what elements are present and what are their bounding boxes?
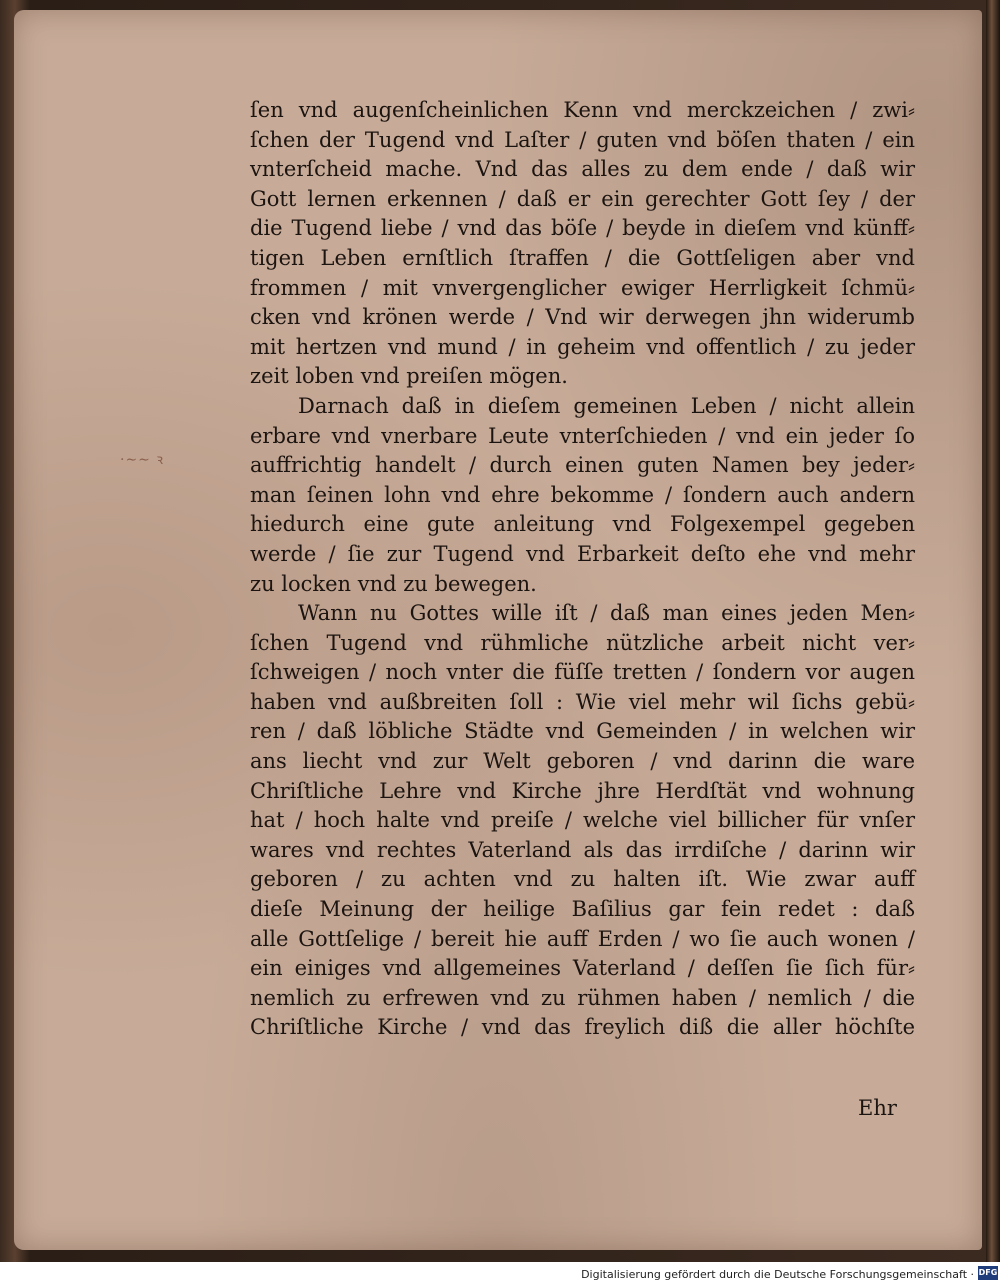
text-line: hiedurch eine gute anleitung vnd Folgexempel gegeben [250, 512, 915, 537]
text-line: dieſe Meinung der heilige Baſilius gar fein redet : daß [250, 897, 915, 922]
text-line: ſchweigen / noch vnter die füſſe tretten / ſondern vor augen [250, 660, 915, 685]
text-line: mit hertzen vnd mund / in geheim vnd offentlich / zu jeder [250, 334, 915, 359]
text-line: geboren / zu achten vnd zu halten iſt. Wie zwar auff [250, 867, 915, 892]
text-line: Wann nu Gottes wille iſt / daß man eines jeden Men⸗ [298, 601, 915, 626]
text-line: frommen / mit vnvergenglicher ewiger Herrligkeit ſchmü⸗ [250, 275, 915, 300]
text-line: auffrichtig handelt / durch einen guten Namen bey jeder⸗ [250, 453, 915, 478]
text-line: Gott lernen erkennen / daß er ein gerechter Gott ſey / der [250, 186, 915, 211]
text-line: ren / daß löbliche Städte vnd Gemeinden / in welchen wir [250, 719, 915, 744]
text-line: tigen Leben ernſtlich ſtraffen / die Gottſeligen aber vnd [250, 245, 915, 270]
text-line: wares vnd rechtes Vaterland als das irrdiſche / darinn wir [250, 837, 915, 862]
text-line: Darnach daß in dieſem gemeinen Leben / nicht allein [298, 393, 915, 418]
text-line: man ſeinen lohn vnd ehre bekomme / ſondern auch andern [250, 482, 915, 507]
book-spine [986, 0, 1000, 1262]
catchword: Ehr [858, 1096, 897, 1120]
text-line: Chriſtliche Kirche / vnd das freylich diß die aller höchſte [250, 1015, 915, 1040]
margin-ink-mark: ·∼∼ ꝛ [120, 452, 164, 468]
dfg-logo: DFG [978, 1266, 998, 1280]
text-line: cken vnd krönen werde / Vnd wir derwegen jhn widerumb [250, 305, 915, 330]
text-line: ein einiges vnd allgemeines Vaterland / deſſen ſie ſich für⸗ [250, 956, 915, 981]
text-line: alle Gottſelige / bereit hie auff Erden / wo ſie auch wonen / [250, 926, 915, 951]
text-line: ſen vnd augenſcheinlichen Kenn vnd merckzeichen / zwi⸗ [250, 98, 915, 122]
text-line: erbare vnd vnerbare Leute vnterſchieden / vnd ein jeder ſo [250, 423, 915, 448]
text-line: nemlich zu erfrewen vnd zu rühmen haben / nemlich / die [250, 985, 915, 1010]
text-line: haben vnd außbreiten ſoll : Wie viel mehr wil ſichs gebü⸗ [250, 689, 915, 714]
text-line: Chriſtliche Lehre vnd Kirche jhre Herdſtät vnd wohnung [250, 778, 915, 803]
text-line: ſchen Tugend vnd rühmliche nützliche arbeit nicht ver⸗ [250, 630, 915, 655]
text-line: die Tugend liebe / vnd das böſe / beyde in dieſem vnd künff⸗ [250, 216, 915, 241]
text-line: vnterſcheid mache. Vnd das alles zu dem ende / daß wir [250, 157, 915, 182]
page-text-block [250, 96, 915, 1043]
text-line: werde / ſie zur Tugend vnd Erbarkeit deſto ehe vnd mehr [250, 541, 915, 566]
text-line: ans liecht vnd zur Welt geboren / vnd darinn die ware [250, 749, 915, 774]
text-line: zeit loben vnd preiſen mögen. [250, 364, 568, 389]
text-line: hat / hoch halte vnd preiſe / welche viel billicher für vnſer [250, 808, 915, 833]
text-line: zu locken vnd zu bewegen. [250, 571, 537, 596]
text-line: ſchen der Tugend vnd Laſter / guten vnd böſen thaten / ein [250, 127, 915, 152]
footer-funding-note: Digitalisierung gefördert durch die Deutsche Forschungsgemeinschaft · [581, 1268, 974, 1281]
